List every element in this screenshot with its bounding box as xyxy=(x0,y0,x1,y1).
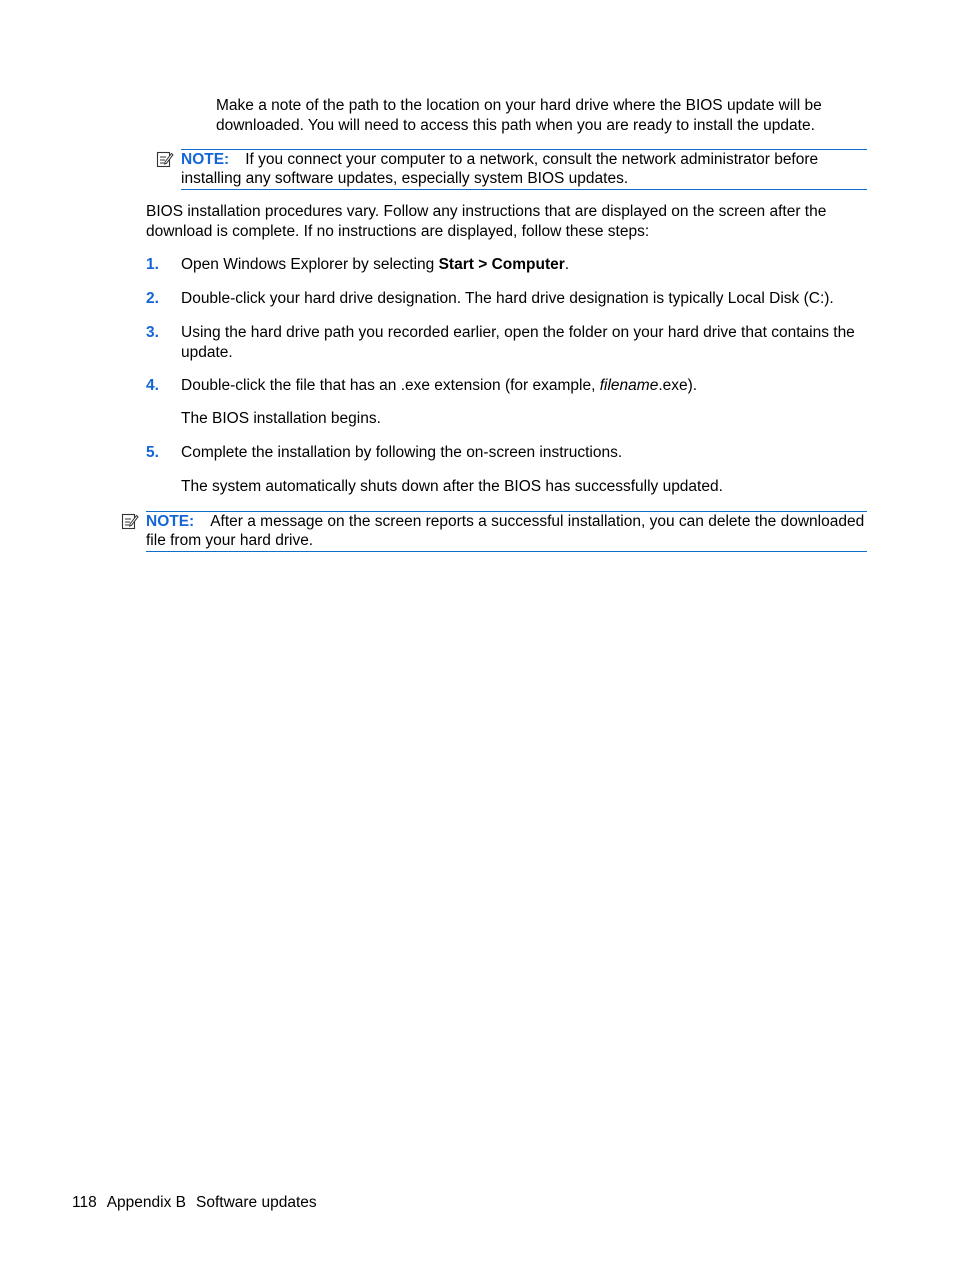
step-text xyxy=(181,323,855,362)
step-number: 5. xyxy=(146,444,159,461)
step-number: 1. xyxy=(146,256,159,273)
step-number: 4. xyxy=(146,377,159,394)
note-line-1 xyxy=(146,512,864,532)
step-text xyxy=(181,255,569,275)
note-line-2: installing any software updates, especially system BIOS updates. xyxy=(181,170,629,187)
step-text xyxy=(181,376,697,396)
body-paragraph xyxy=(146,202,826,241)
step-text-pre: Double-click the file that has an .exe extension (for example, xyxy=(181,377,600,394)
note-line-1 xyxy=(181,150,818,170)
step-text-bold: Start > Computer xyxy=(438,256,565,273)
step-text-post: . xyxy=(564,256,570,273)
footer-section: Appendix B xyxy=(106,1194,186,1211)
step-text-italic: filename xyxy=(599,377,659,394)
note-line-2: file from your hard drive. xyxy=(146,532,314,549)
step-result: The system automatically shuts down after the BIOS has successfully updated. xyxy=(181,478,723,495)
step-text: Complete the installation by following the on-screen instructions. xyxy=(181,444,623,461)
note-icon xyxy=(156,150,174,168)
intro-paragraph xyxy=(216,96,822,135)
step-text-pre: Open Windows Explorer by selecting xyxy=(181,256,439,273)
step-number: 3. xyxy=(146,324,159,341)
note-text-1: If you connect your computer to a network, consult the network administrator before xyxy=(245,151,819,168)
note-label: NOTE: xyxy=(181,151,230,168)
note-box-network xyxy=(181,149,867,190)
note-text-1: After a message on the screen reports a successful installation, you can delete the downloaded xyxy=(210,513,865,530)
page-footer xyxy=(72,1193,327,1213)
note-label: NOTE: xyxy=(146,513,195,530)
body-line-2: download is complete. If no instructions are displayed, follow these steps: xyxy=(146,222,650,240)
page-number: 118 xyxy=(72,1194,97,1211)
step-text: Double-click your hard drive designation. The hard drive designation is typically Local Disk (C:). xyxy=(181,290,834,307)
step-text-line-1: Using the hard drive path you recorded earlier, open the folder on your hard drive that contains the xyxy=(181,324,855,341)
body-line-1: BIOS installation procedures vary. Follow any instructions that are displayed on the screen after the xyxy=(146,203,827,220)
step-number: 2. xyxy=(146,290,159,307)
step-text-line-2: update. xyxy=(181,343,233,361)
footer-title: Software updates xyxy=(196,1194,317,1211)
note-box-delete xyxy=(146,511,867,552)
intro-line-2: downloaded. You will need to access this path when you are ready to install the update. xyxy=(216,116,815,134)
intro-line-1: Make a note of the path to the location on your hard drive where the BIOS update will be xyxy=(216,97,822,114)
note-icon xyxy=(121,512,139,530)
step-result: The BIOS installation begins. xyxy=(181,410,381,427)
step-text-post: .exe). xyxy=(658,377,698,394)
